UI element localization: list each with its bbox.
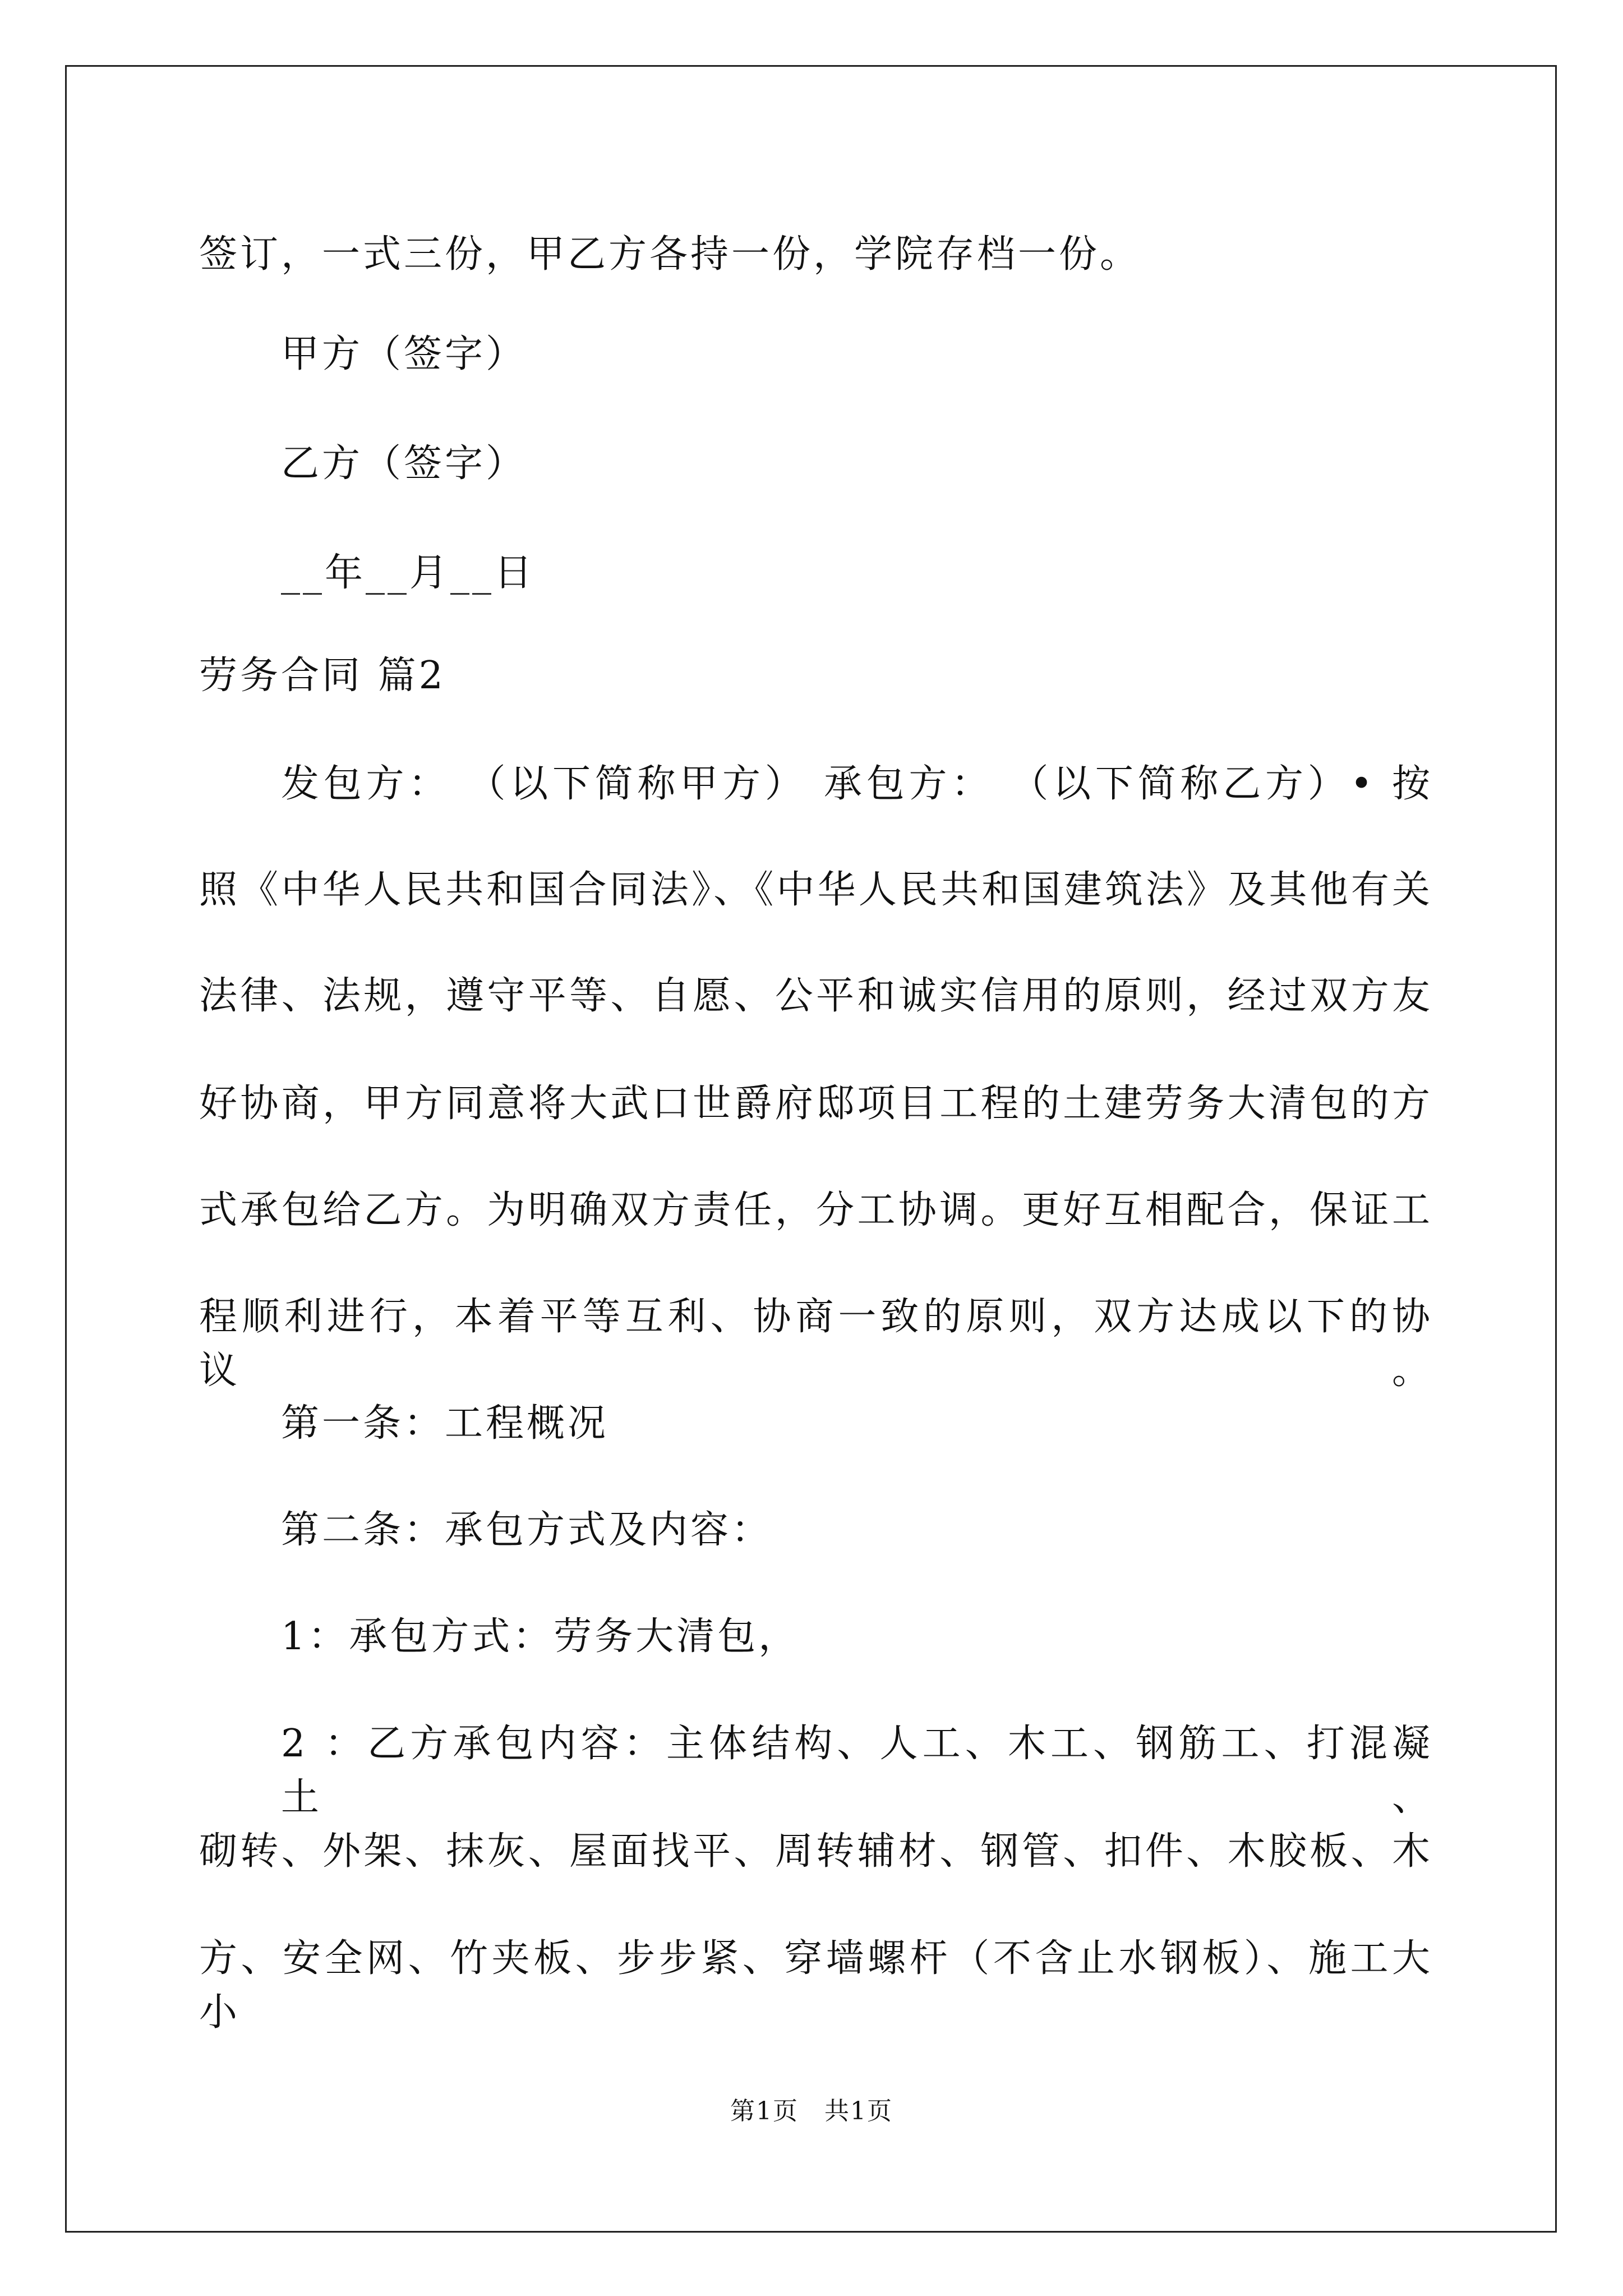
paragraph-line: 方、安全网、竹夹板、步步紧、穿墙螺杆（不含止水钢板）、施工大小 [199, 1936, 1433, 2035]
list-item-2: 2 ：乙方承包内容：主体结构、人工、木工、钢筋工、打混凝土、 [281, 1722, 1433, 1820]
paragraph-line: 发包方： （以下简称甲方） 承包方： （以下简称乙方）• 按 [281, 762, 1433, 806]
date-line: __年__月__日 [281, 551, 536, 595]
article-2-heading: 第二条：承包方式及内容： [281, 1508, 773, 1552]
paragraph-line: 好协商，甲方同意将大武口世爵府邸项目工程的土建劳务大清包的方 [199, 1082, 1433, 1126]
paragraph-line: 法律、法规，遵守平等、自愿、公平和诚实信用的原则，经过双方友 [199, 974, 1433, 1018]
party-b-signature-line: 乙方（签字） [281, 441, 527, 486]
article-1-heading: 第一条：工程概况 [281, 1401, 609, 1446]
party-a-signature-line: 甲方（签字） [281, 332, 527, 376]
paragraph-line: 照《中华人民共和国合同法》、《中华人民共和国建筑法》及其他有关 [199, 868, 1433, 912]
page-frame [65, 65, 1557, 2233]
page-footer [0, 2095, 1623, 2128]
paragraph-line: 式承包给乙方。为明确双方责任，分工协调。更好互相配合，保证工 [199, 1188, 1433, 1232]
paragraph-line: 砌转、外架、抹灰、屋面找平、周转辅材、钢管、扣件、木胶板、木 [199, 1829, 1433, 1874]
list-item-1: 1：承包方式：劳务大清包， [281, 1614, 800, 1659]
section-heading: 劳务合同 篇2 [199, 654, 446, 698]
text-line-1: 签订，一式三份，甲乙方各持一份，学院存档一份。 [199, 232, 1141, 277]
paragraph-line: 程顺利进行，本着平等互利、协商一致的原则，双方达成以下的协议。 [199, 1295, 1433, 1393]
page-number: 第1页 共1页 [730, 2097, 893, 2125]
